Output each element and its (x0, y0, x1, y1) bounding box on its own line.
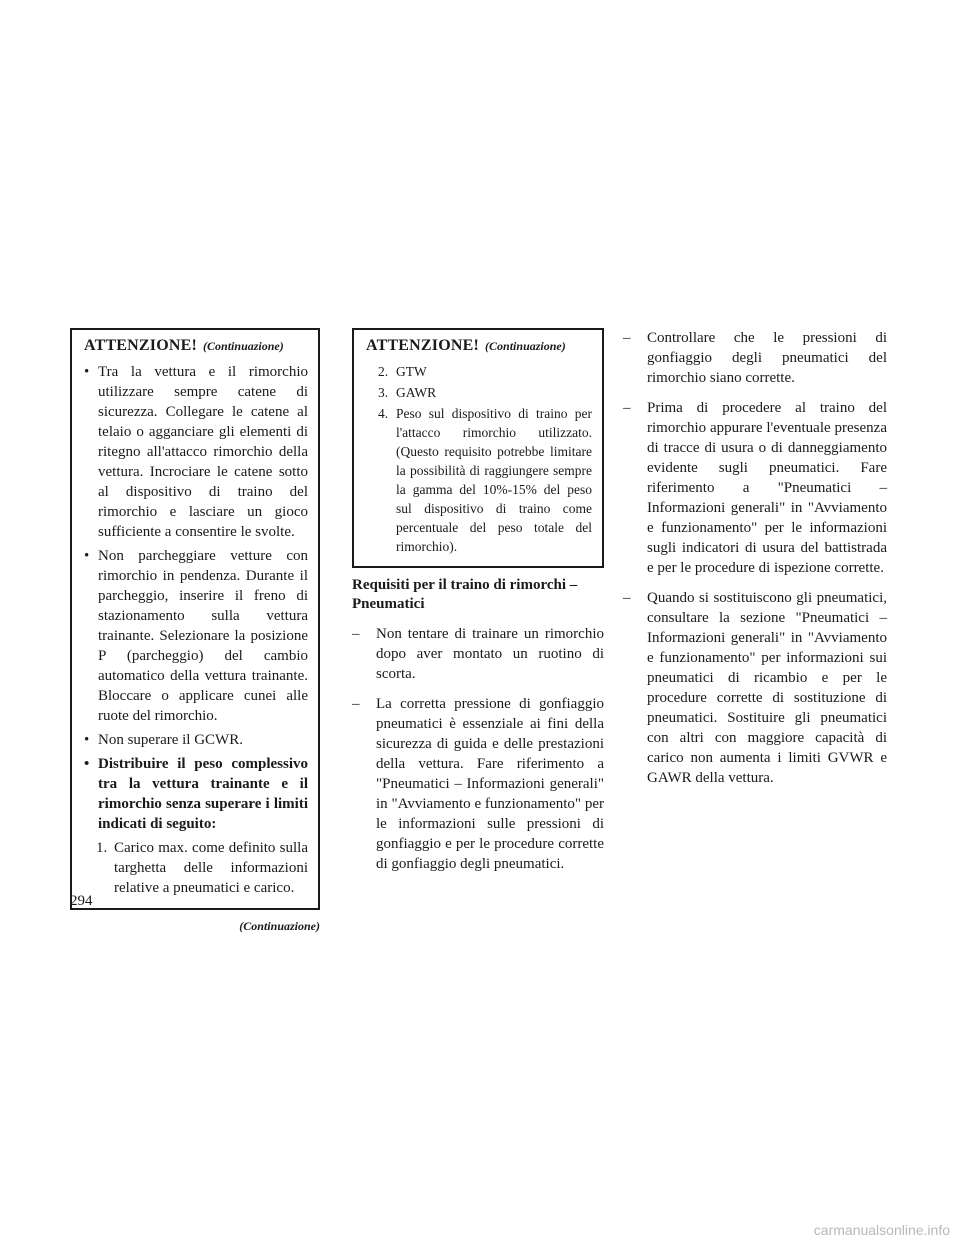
section-heading: Requisiti per il traino di rimorchi – Pneumatici (352, 577, 578, 612)
item-number: 1. (96, 840, 108, 856)
item-number: 2. (378, 364, 389, 379)
bullet-dot: • (84, 756, 90, 772)
dash-text: Non tentare di trainare un rimorchio dopo aver montato un ruotino di scorta. (376, 626, 604, 682)
numbered-item (366, 362, 592, 381)
watermark: carmanualsonline.info (813, 1222, 950, 1238)
item-text: Peso sul dispositivo di traino per l'attacco rimorchio utilizzato. (Questo requisito potrebbe limitare la possibilità di raggiungere sempre la gamma del 10%-15% del peso sul dispositivo di traino come percentuale del peso totale del rimorchio). (396, 406, 592, 554)
warning-title-row (84, 336, 308, 356)
bullet-text: Non parcheggiare vetture con rimorchio in pendenza. Durante il parcheggio, inserire il freno di stazionamento sulla vettura trainante. Selezionare la posizione P (parcheggio) del cambio automatico della vettura trainante. Bloccare o applicare cunei alle ruote del rimorchio. (98, 548, 308, 724)
dash-text: Controllare che le pressioni di gonfiaggio degli pneumatici del rimorchio siano corrette. (647, 330, 887, 386)
warning-continued-label: (Continuazione) (203, 339, 284, 353)
dash-text: La corretta pressione di gonfiaggio pneumatici è essenziale ai fini della sicurezza di guida e delle prestazioni della vettura. Fare riferimento a "Pneumatici – Informazioni generali" in "Avviamento e funzionamento" per le informazioni sulle pressioni di gonfiaggio e per le procedure corrette di gonfiaggio degli pneumatici. (376, 696, 604, 872)
bullet-dot: • (84, 732, 90, 748)
item-text: Carico max. come definito sulla targhetta delle informazioni relative a pneumatici e carico. (114, 840, 308, 896)
warning-title: ATTENZIONE! (366, 337, 480, 354)
bullet-item (84, 362, 308, 542)
dash-text: Prima di procedere al traino del rimorchio appurare l'eventuale presenza di tracce di usura o di danneggiamento evidente sugli pneumatici. Fare riferimento a "Pneumatici – Informazioni generali" in "Avviamento e funzionamento" per le informazioni sugli indicatori di usura del battistrada e per le procedure di ispezione corrette. (647, 400, 887, 576)
warning-title: ATTENZIONE! (84, 337, 198, 354)
bullet-item (84, 546, 308, 726)
dash-item (623, 398, 887, 578)
dash-symbol: – (352, 696, 360, 712)
dash-symbol: – (623, 330, 631, 346)
page-number: 294 (70, 893, 93, 909)
dash-symbol: – (623, 590, 631, 606)
warning-title-row (366, 336, 592, 356)
bullet-item (84, 754, 308, 834)
item-number: 3. (378, 385, 389, 400)
warning-box-1 (70, 328, 320, 910)
warning-box-2 (352, 328, 604, 568)
column-left (70, 328, 320, 936)
bullet-text: Distribuire il peso complessivo tra la vettura trainante e il rimorchio senza superare i limiti indicati di seguito: (98, 756, 308, 832)
column-right (623, 328, 887, 788)
numbered-item (366, 404, 592, 556)
bullet-text: Non superare il GCWR. (98, 732, 243, 748)
dash-symbol: – (352, 626, 360, 642)
bullet-dot: • (84, 548, 90, 564)
item-number: 4. (378, 406, 389, 421)
dash-item (623, 328, 887, 388)
bullet-item (84, 730, 308, 750)
item-text: GTW (396, 364, 427, 379)
item-text: GAWR (396, 385, 437, 400)
numbered-item (366, 383, 592, 402)
column-middle (352, 328, 604, 874)
numbered-item (84, 838, 308, 898)
dash-text: Quando si sostituiscono gli pneumatici, consultare la sezione "Pneumatici – Informazioni generali" in "Avviamento e funzionamento" per informazioni sui pneumatici di ricambio e per le procedure corrette di sostituzione di pneumatici. Sostituire gli pneumatici con altri con maggiore capacità di carico non aumenta i limiti GVWR e GAWR della vettura. (647, 590, 887, 786)
warning-continued-label: (Continuazione) (485, 339, 566, 353)
bullet-text: Tra la vettura e il rimorchio utilizzare sempre catene di sicurezza. Collegare le catene al telaio o agganciare gli elementi di ritegno all'attacco rimorchio della vettura. Incrociare le catene sotto al dispositivo di traino del rimorchio e lasciare un gioco sufficiente a consentire le svolte. (98, 364, 308, 540)
dash-symbol: – (623, 400, 631, 416)
continued-footer: (Continuazione) (239, 919, 320, 933)
dash-item (623, 588, 887, 788)
dash-item (352, 624, 604, 684)
dash-item (352, 694, 604, 874)
bullet-dot: • (84, 364, 90, 380)
